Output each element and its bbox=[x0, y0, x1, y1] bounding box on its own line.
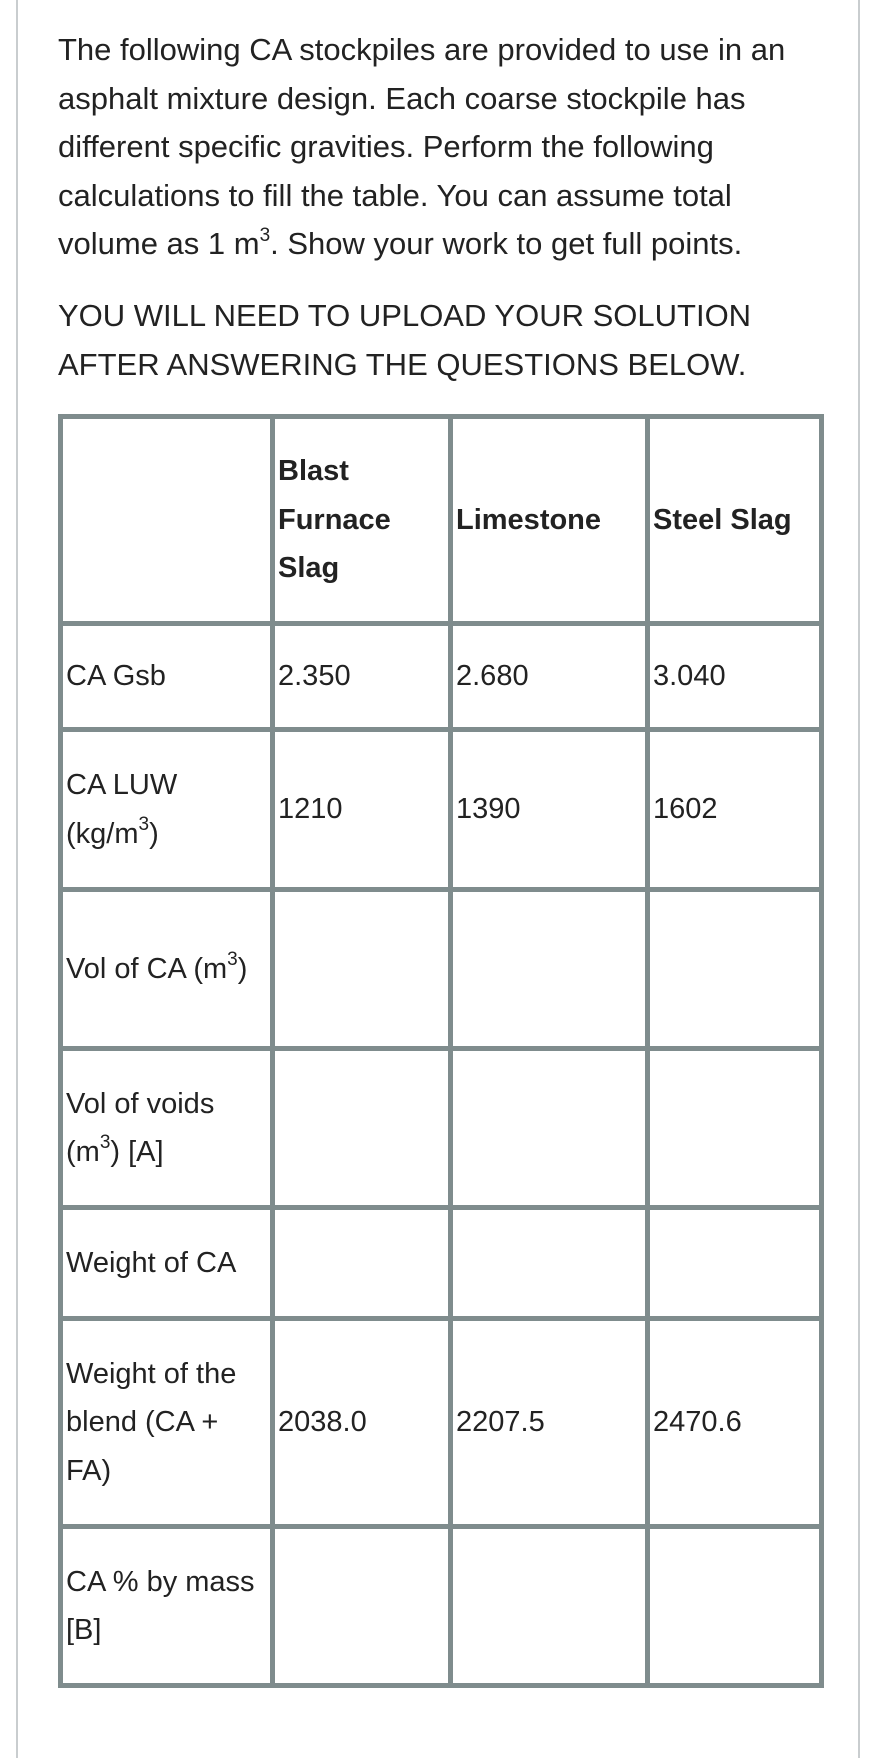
table-row-weight-of-ca bbox=[61, 1208, 822, 1319]
cell-blast-furnace-slag: 2038.0 bbox=[273, 1319, 451, 1527]
row-label-sup: 3 bbox=[227, 948, 238, 970]
row-label-text: Weight of the blend (CA + FA) bbox=[66, 1357, 237, 1487]
cell-blast-furnace-slag: 2.350 bbox=[273, 624, 451, 730]
question-text bbox=[58, 26, 838, 269]
row-label bbox=[61, 1208, 273, 1319]
table-row-vol-of-ca bbox=[61, 890, 822, 1049]
row-label-text: CA Gsb bbox=[66, 660, 166, 693]
row-label bbox=[61, 730, 273, 890]
stockpile-table bbox=[58, 414, 824, 1688]
header-steel-slag: Steel Slag bbox=[648, 417, 822, 624]
cell-blast-furnace-slag: 1210 bbox=[273, 730, 451, 890]
cell-steel-slag: 3.040 bbox=[648, 624, 822, 730]
cell-blast-furnace-slag bbox=[273, 1527, 451, 1686]
row-label bbox=[61, 1319, 273, 1527]
header-blast-furnace-slag: Blast Furnace Slag bbox=[273, 417, 451, 624]
cell-steel-slag bbox=[648, 890, 822, 1049]
cell-steel-slag bbox=[648, 1527, 822, 1686]
cell-steel-slag bbox=[648, 1208, 822, 1319]
cell-limestone bbox=[451, 890, 648, 1049]
row-label-text: CA LUW (kg/m bbox=[66, 769, 178, 850]
cell-limestone bbox=[451, 1208, 648, 1319]
row-label bbox=[61, 624, 273, 730]
row-label bbox=[61, 890, 273, 1049]
row-label-sup: 3 bbox=[99, 1132, 111, 1153]
cell-blast-furnace-slag bbox=[273, 890, 451, 1049]
cell-limestone bbox=[451, 1527, 648, 1686]
header-blank-cell bbox=[61, 417, 273, 624]
row-label bbox=[61, 1527, 273, 1686]
question-text-end: . Show your work to get full points. bbox=[270, 226, 743, 261]
cell-steel-slag: 2470.6 bbox=[648, 1319, 822, 1527]
cell-steel-slag bbox=[648, 1049, 822, 1208]
table-header-row bbox=[61, 417, 822, 624]
row-label-text: Vol of voids (m bbox=[66, 1087, 215, 1168]
row-label-text: Weight of CA bbox=[66, 1246, 237, 1279]
table-row-vol-of-voids bbox=[61, 1049, 822, 1208]
question-text-sup: 3 bbox=[259, 225, 271, 246]
row-label-text: CA % by mass [B] bbox=[66, 1565, 255, 1646]
table-row-ca-percent-by-mass bbox=[61, 1527, 822, 1686]
row-label-tail: ) [A] bbox=[110, 1136, 164, 1168]
cell-steel-slag: 1602 bbox=[648, 730, 822, 890]
row-label-text: Vol of CA (m bbox=[66, 952, 228, 985]
upload-note: YOU WILL NEED TO UPLOAD YOUR SOLUTION AFTER ANSWERING THE QUESTIONS BELOW. bbox=[58, 298, 752, 382]
header-limestone: Limestone bbox=[451, 417, 648, 624]
row-label-sup: 3 bbox=[138, 813, 150, 835]
row-label-tail: ) bbox=[149, 817, 159, 850]
row-label-tail: ) bbox=[237, 952, 248, 985]
cell-blast-furnace-slag bbox=[273, 1049, 451, 1208]
table-row-weight-of-blend bbox=[61, 1319, 822, 1527]
table-row-ca-luw bbox=[61, 730, 822, 890]
cell-limestone: 2.680 bbox=[451, 624, 648, 730]
table-row-ca-gsb bbox=[61, 624, 822, 730]
cell-limestone: 1390 bbox=[451, 730, 648, 890]
question-text-main: The following CA stockpiles are provided to use in an asphalt mixture design. Each coarse stockpile has different specific gravities. Perform the following calculations to fill the table. You can assume total volume as 1 m bbox=[58, 32, 786, 261]
row-label bbox=[61, 1049, 273, 1208]
cell-limestone bbox=[451, 1049, 648, 1208]
cell-limestone: 2207.5 bbox=[451, 1319, 648, 1527]
cell-blast-furnace-slag bbox=[273, 1208, 451, 1319]
